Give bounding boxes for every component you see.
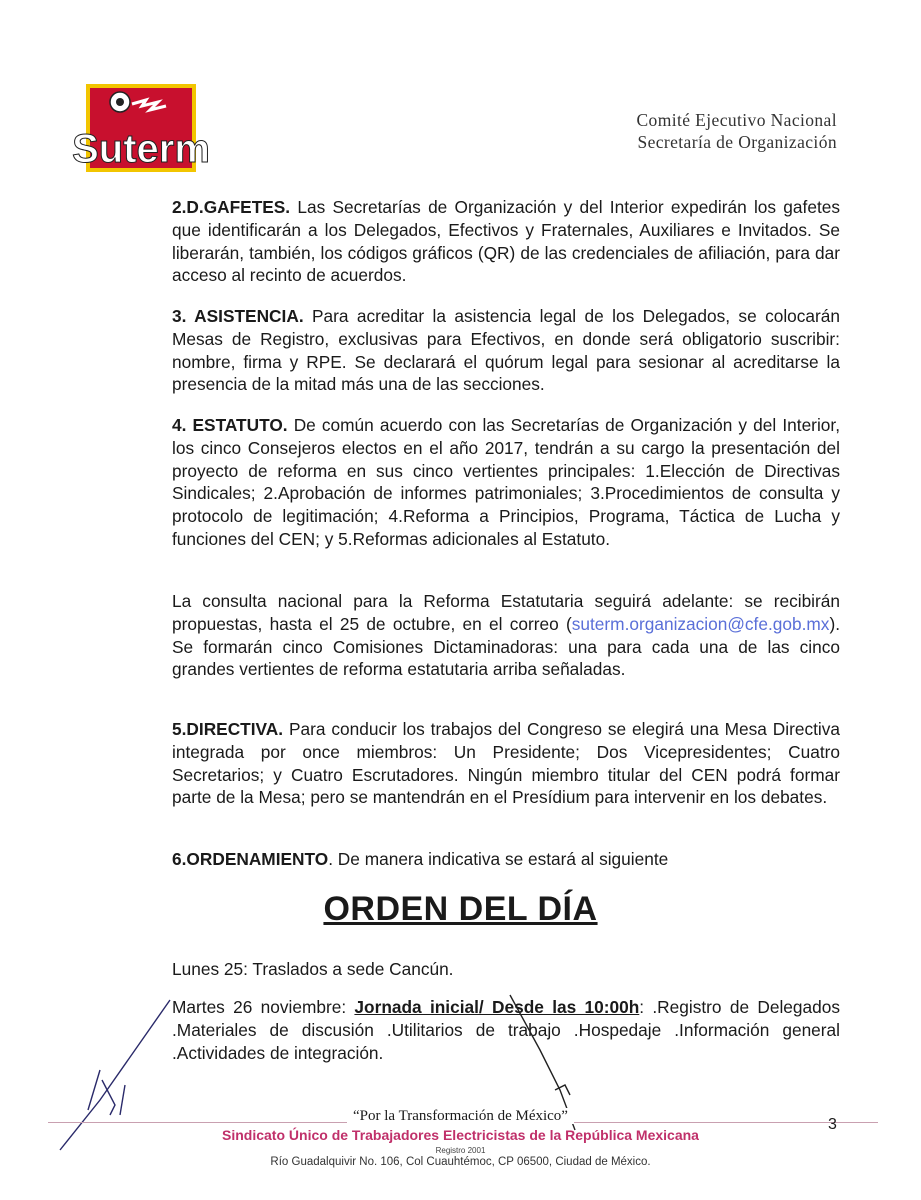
section-heading: 5.DIRECTIVA. [172, 719, 284, 739]
section-text: . De manera indicativa se estará al siguiente [328, 849, 669, 869]
section-text: De común acuerdo con las Secretarías de Organización y del Interior, los cinco Consejeros electos en el año 2017, tendrán a su cargo la presentación del proyecto de reforma en sus cinco vertientes principales: 1.Elección de Directivas Sindicales; 2.Aprobación de informes patrimoniales; 3.Procedimientos de consulta y protocolo de legitimación; 4.Reforma a Principios, Programa, Táctica de Lucha y funciones del CEN; y 5.Reformas adicionales al Estatuto. [172, 415, 840, 549]
footer-address: Río Guadalquivir No. 106, Col Cuauhtémoc, CP 06500, Ciudad de México. [270, 1156, 651, 1168]
header-committee: Comité Ejecutivo Nacional [636, 110, 837, 130]
section-heading: 6.ORDENAMIENTO [172, 849, 329, 869]
section-text: Para acreditar la asistencia legal de los Delegados, se colocarán Mesas de Registro, exclusivas para Efectivos, en donde será obligatorio suscribir: nombre, firma y RPE. Se declarará el quórum legal para sesionar al acreditarse la presencia de la mitad más una de las secciones. [172, 306, 841, 395]
orden-del-dia-title: ORDEN DEL DÍA [323, 890, 598, 928]
suterm-logo [72, 84, 210, 172]
section-gafetes [172, 196, 840, 287]
section-text: Para conducir los trabajos del Congreso se elegirá una Mesa Directiva integrada por once miembros: Un Presidente; Dos Vicepresidentes; Cuatro Secretarios; y Cuatro Escrutadores. Ningún miembro titular del CEN podrá formar parte de la Mesa; pero se mantendrán en el Presídium para intervenir en los debates. [172, 719, 840, 808]
svg-text:Suterm: Suterm [72, 127, 210, 171]
orden-lunes: Lunes 25: Traslados a sede Cancún. [172, 959, 454, 979]
section-heading: 4. ESTATUTO. [172, 415, 288, 435]
section-estatuto [172, 414, 840, 551]
consulta-text: La consulta nacional para la Reforma Estatutaria seguirá adelante: se recibirán propuestas, hasta el 25 de octubre, en el correo ( [172, 591, 840, 634]
martes-text: : .Registro de Delegados .Materiales de discusión .Utilitarios de trabajo .Hospedaje .Información general .Actividades de integración. [172, 997, 840, 1063]
page-number: 3 [828, 1116, 837, 1133]
section-text: Las Secretarías de Organización y del Interior expedirán los gafetes que identificarán a los Delegados, Efectivos y Fraternales, Auxiliares e Invitados. Se liberarán, también, los códigos gráficos (QR) de las credenciales de afiliación, para dar acceso al recinto de acuerdos. [172, 197, 840, 286]
section-directiva [172, 718, 840, 809]
martes-prefix: Martes 26 noviembre: [172, 997, 355, 1017]
section-heading: 2.D.GAFETES. [172, 197, 291, 217]
section-heading: 3. ASISTENCIA. [172, 306, 304, 326]
email-link[interactable]: suterm.organizacion@cfe.gob.mx [571, 613, 830, 634]
section-asistencia [172, 305, 840, 396]
martes-bold: Jornada inicial/ Desde las 10:00h [354, 997, 640, 1017]
header-secretariat: Secretaría de Organización [637, 132, 837, 152]
section-ordenamiento [172, 848, 840, 871]
footer-motto: “Por la Transformación de México” [0, 1108, 921, 1125]
footer-org-name: Sindicato Único de Trabajadores Electricistas de la República Mexicana [222, 1127, 699, 1143]
section-consulta [172, 590, 840, 681]
consulta-text-after: ). Se formarán cinco Comisiones Dictaminadoras: una para cada una de las cinco grandes vertientes de reforma estatutaria arriba señaladas. [172, 613, 840, 680]
footer-registro: Registro 2001 [435, 1146, 486, 1155]
